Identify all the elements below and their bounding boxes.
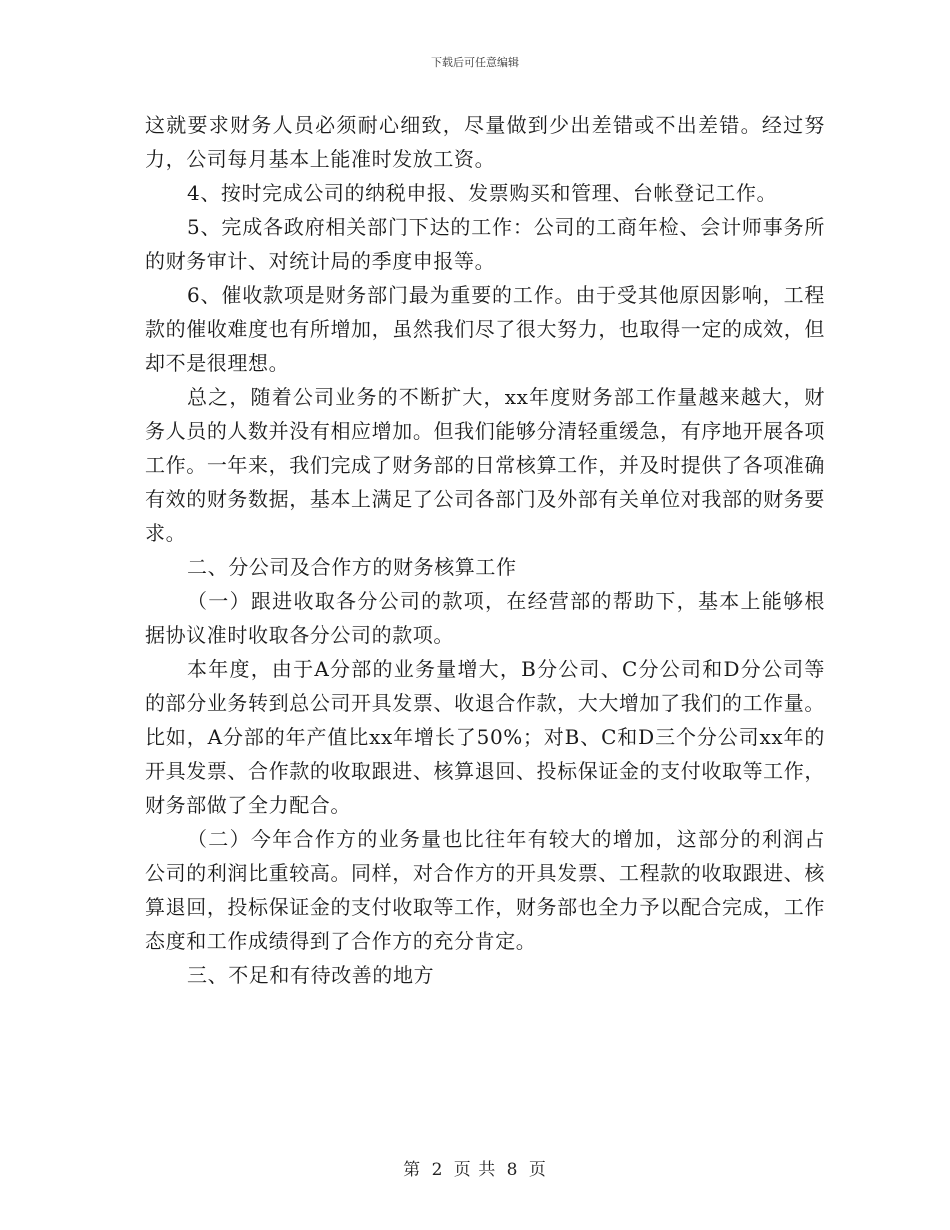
document-body bbox=[145, 108, 825, 992]
paragraph-item-4-tax-filing: 4、按时完成公司的纳税申报、发票购买和管理、台帐登记工作。 bbox=[187, 181, 778, 205]
paragraph-branch-workload: 本年度，由于A分部的业务量增大，B分公司、C分公司和D分公司等的部分业务转到总公司开具发票、收退合作款，大大增加了我们的工作量。比如，A分部的年产值比xx年增长了50%；对B、C和D三个分公司xx年的开具发票、合作款的收取跟进、核算退回、投标保证金的支付收取等工作，财务部做了全力配合。 bbox=[145, 657, 825, 817]
paragraph-sub-2-partners: （二）今年合作方的业务量也比往年有较大的增加，这部分的利润占公司的利润比重较高。同样，对合作方的开具发票、工程款的收取跟进、核算退回，投标保证金的支付收取等工作，财务部也全力予以配合完成，工作态度和工作成绩得到了合作方的充分肯定。 bbox=[145, 827, 825, 953]
footer-suffix: 页 bbox=[528, 1160, 547, 1180]
footer-middle: 页 共 bbox=[453, 1160, 497, 1180]
section-heading-branch-accounting: 二、分公司及合作方的财务核算工作 bbox=[187, 555, 517, 579]
page-footer bbox=[0, 1155, 950, 1180]
section-heading-shortcomings: 三、不足和有待改善的地方 bbox=[187, 963, 435, 987]
page-header: 下载后可任意编辑 bbox=[431, 56, 519, 69]
footer-total-pages: 8 bbox=[506, 1160, 519, 1180]
paragraph-item-5-government-tasks: 5、完成各政府相关部门下达的工作：公司的工商年检、会计师事务所的财务审计、对统计局的季度申报等。 bbox=[145, 215, 825, 273]
paragraph-item-6-collections: 6、催收款项是财务部门最为重要的工作。由于受其他原因影响，工程款的催收难度也有所增加，虽然我们尽了很大努力，也取得一定的成效，但却不是很理想。 bbox=[145, 283, 825, 375]
paragraph-summary: 总之，随着公司业务的不断扩大，xx年度财务部工作量越来越大，财务人员的人数并没有相应增加。但我们能够分清轻重缓急，有序地开展各项工作。一年来，我们完成了财务部的日常核算工作，并及时提供了各项准确有效的财务数据，基本上满足了公司各部门及外部有关单位对我部的财务要求。 bbox=[145, 385, 825, 545]
footer-page-number: 2 bbox=[431, 1160, 444, 1180]
footer-prefix: 第 bbox=[403, 1160, 422, 1180]
paragraph-sub-1-branch-payments: （一）跟进收取各分公司的款项，在经营部的帮助下，基本上能够根据协议准时收取各分公司的款项。 bbox=[145, 589, 825, 647]
paragraph-finance-staff-diligence: 这就要求财务人员必须耐心细致，尽量做到少出差错或不出差错。经过努力，公司每月基本上能准时发放工资。 bbox=[145, 113, 825, 171]
